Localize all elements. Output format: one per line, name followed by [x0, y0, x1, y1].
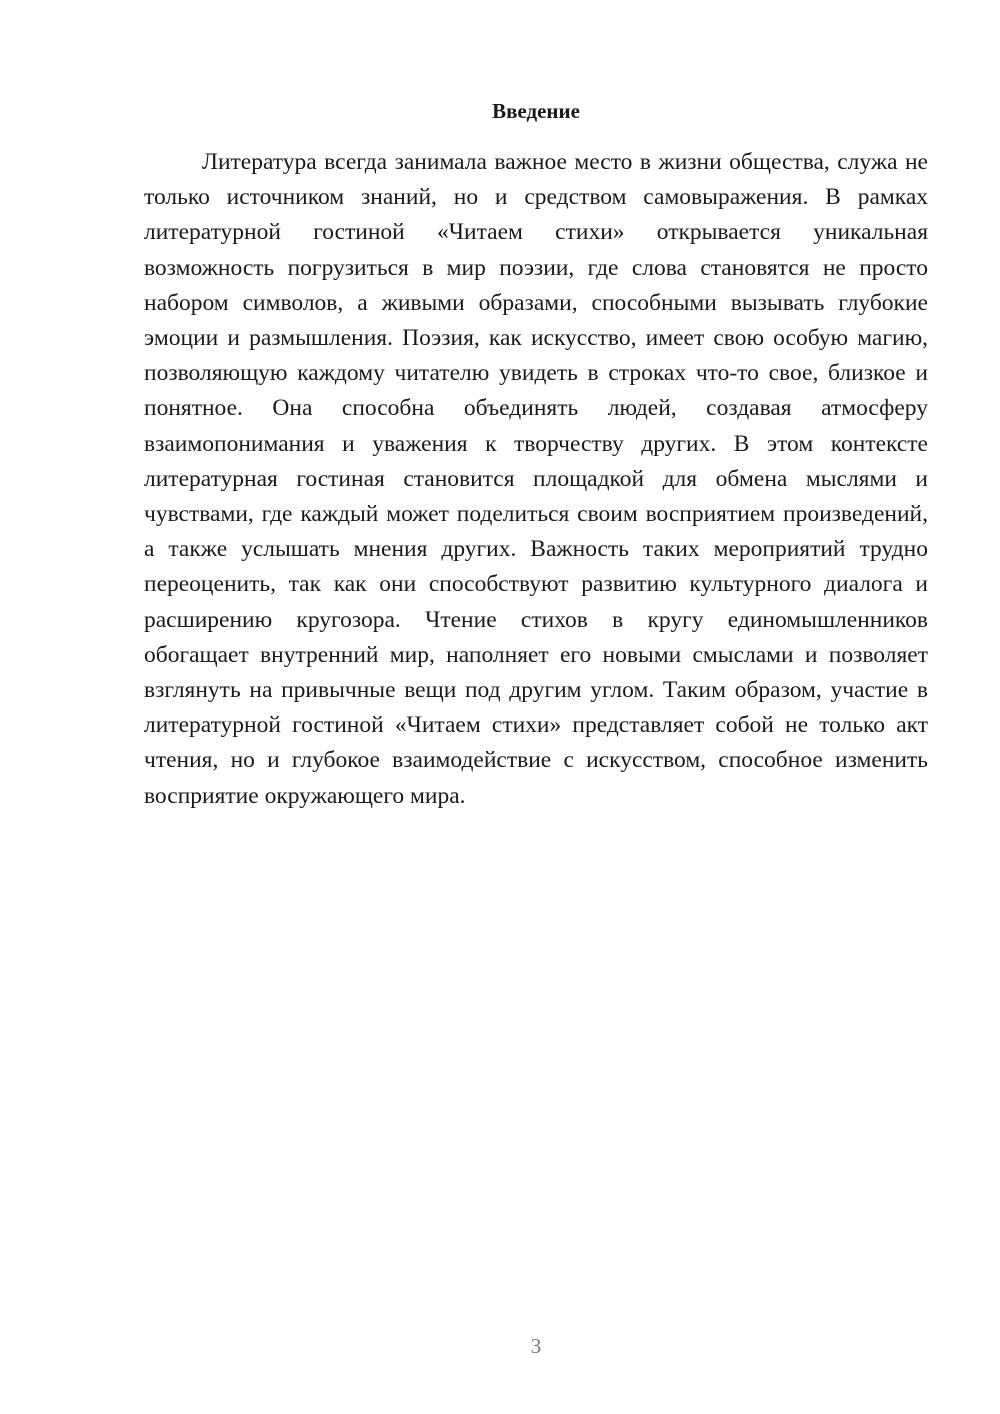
page-number: 3: [530, 1334, 542, 1358]
section-heading: Введение: [492, 99, 580, 123]
body-paragraph: Литература всегда занимала важное место в жизни общества, служа не только источником знаний, но и средством самовыражения. В рамках литературной гостиной «Читаем стихи» открывается уникальная возможность погрузиться в мир поэзии, где слова становятся не просто набором символов, а живыми образами, способными вызывать глубокие эмоции и размышления. Поэзия, как искусство, имеет свою особую магию, позволяющую каждому читателю увидеть в строках что-то свое, близкое и понятное. Она способна объединять людей, создавая атмосферу взаимопонимания и уважения к творчеству других. В этом контексте литературная гостиная становится площадкой для обмена мыслями и чувствами, где каждый может поделиться своим восприятием произведений, а также услышать мнения других. Важность таких мероприятий трудно переоценить, так как они способствуют развитию культурного диалога и расширению кругозора. Чтение стихов в кругу единомышленников обогащает внутренний мир, наполняет его новыми смыслами и позволяет взглянуть на привычные вещи под другим углом. Таким образом, участие в литературной гостиной «Читаем стихи» представляет собой не только акт чтения, но и глубокое взаимодействие с искусством, способное изменить восприятие окружающего мира.: [144, 149, 928, 809]
